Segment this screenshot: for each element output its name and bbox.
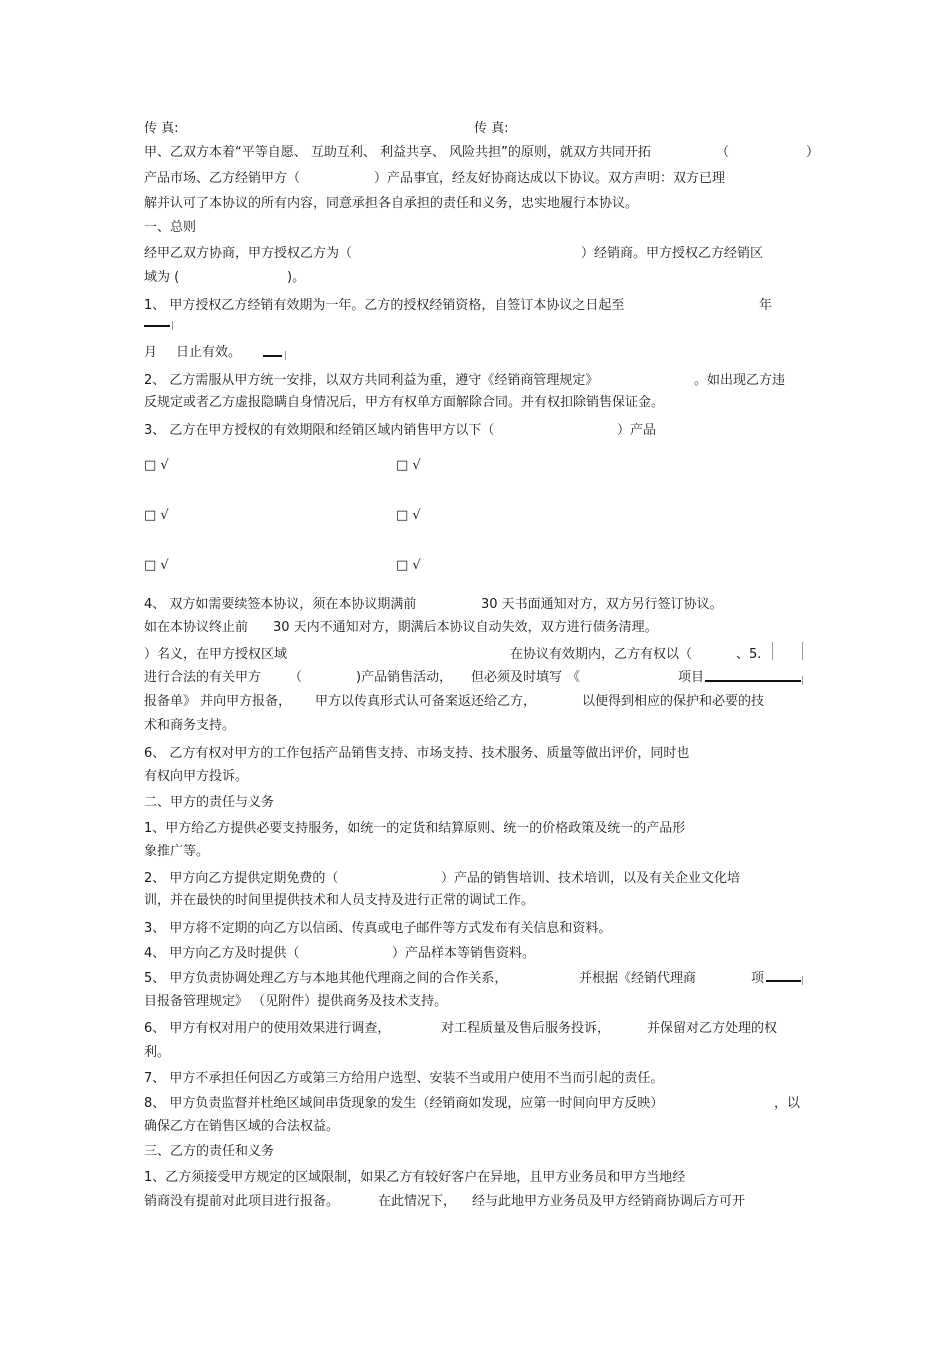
party-a-clause-6: 利。	[144, 1045, 171, 1060]
intro-bracket-open: （	[716, 145, 730, 160]
clause-1-marker	[172, 321, 173, 330]
party-a-clause-2: 训，并在最快的时间里提供技术和人员支持及进行正常的调试工作。	[144, 893, 535, 908]
party-a-clause-5: 并根据《经销代理商	[579, 971, 697, 986]
product-checkbox[interactable]: □ √	[396, 508, 421, 523]
clause-4: 如在本协议终止前	[144, 620, 249, 635]
clause-1-month: 月	[144, 345, 158, 360]
clause-3: ）产品	[617, 423, 657, 438]
clause-1-underline	[263, 355, 282, 357]
clause-4: 30 天书面通知对方，双方另行签订协议。	[481, 597, 723, 612]
product-checkbox[interactable]: □ √	[144, 458, 169, 473]
party-a-clause-5-underline	[766, 980, 801, 982]
clause-5-marker	[802, 642, 803, 660]
party-a-clause-1: 1、甲方给乙方提供必要支持服务，如统一的定货和结算原则、统一的价格政策及统一的产品形	[144, 821, 686, 836]
fax-label-left: 传 真:	[144, 121, 179, 136]
clause-2: 。如出现乙方违	[694, 373, 786, 388]
clause-6: 有权向甲方投诉。	[144, 769, 249, 784]
clause-5: 进行合法的有关甲方	[144, 670, 262, 685]
clause-2: 反规定或者乙方虚报隐瞒自身情况后，甲方有权单方面解除合同。并有权扣除销售保证金。	[144, 395, 665, 410]
party-a-clause-5: 5、 甲方负责协调处理乙方与本地其他代理商之间的合作关系，	[144, 971, 508, 986]
clause-5: ）名义，在甲方授权区域	[144, 647, 288, 662]
general-line: 域为 (	[144, 270, 180, 285]
clause-5-marker	[802, 676, 803, 685]
party-a-clause-5-marker	[802, 976, 803, 985]
party-a-clause-7: 7、 甲方不承担任何因乙方或第三方给用户选型、安装不当或用户使用不当而引起的责任。	[144, 1071, 664, 1086]
clause-5: 报备单》 并向甲方报备，	[144, 694, 292, 709]
clause-1-underline	[144, 325, 170, 327]
clause-1-marker	[285, 351, 286, 360]
party-b-clause-1: 在此情况下，	[378, 1194, 457, 1209]
party-a-clause-1: 象推广等。	[144, 844, 210, 859]
product-checkbox[interactable]: □ √	[144, 558, 169, 573]
clause-5-number: 、5.	[736, 647, 762, 662]
intro-line: ）产品事宜，经友好协商达成以下协议。双方声明：双方已理	[374, 171, 726, 186]
clause-5: 在协议有效期内，乙方有权以（	[510, 647, 693, 662]
clause-5: 术和商务支持。	[144, 718, 236, 733]
party-a-clause-5: 目报备管理规定》 （见附件）提供商务及技术支持。	[144, 994, 448, 1009]
party-a-clause-4: ）产品样本等销售资料。	[392, 946, 536, 961]
intro-bracket-close: ）	[806, 145, 820, 160]
party-a-clause-5: 项	[751, 971, 765, 986]
clause-4: 30 天内不通知对方，期满后本协议自动失效，双方进行债务清理。	[273, 620, 658, 635]
party-a-clause-2: ）产品的销售培训、技术培训，以及有关企业文化培	[441, 871, 741, 886]
product-checkbox[interactable]: □ √	[396, 458, 421, 473]
intro-line: 产品市场、乙方经销甲方（	[144, 171, 301, 186]
party-a-clause-8: ，以	[774, 1096, 801, 1111]
clause-5: )产品销售活动，	[356, 670, 453, 685]
section-heading: 一、总则	[144, 220, 197, 235]
clause-5: 以便得到相应的保护和必要的技	[582, 694, 765, 709]
party-a-clause-8: 确保乙方在销售区域的合法权益。	[144, 1119, 340, 1134]
clause-5: 《	[567, 670, 581, 685]
clause-5: （	[289, 670, 303, 685]
clause-3: 3、 乙方在甲方授权的有效期限和经销区域内销售甲方以下（	[144, 423, 495, 438]
intro-line: 解并认可了本协议的所有内容，同意承担各自承担的责任和义务，忠实地履行本协议。	[144, 196, 639, 211]
clause-5-marker	[772, 642, 773, 660]
party-a-clause-2: 2、 甲方向乙方提供定期免费的（	[144, 871, 339, 886]
fax-label-right: 传 真:	[474, 121, 509, 136]
clause-1-year: 年	[759, 298, 773, 313]
clause-1: 1、 甲方授权乙方经销有效期为一年。乙方的授权经销资格，自签订本协议之日起至	[144, 298, 625, 313]
party-a-clause-3: 3、 甲方将不定期的向乙方以信函、传真或电子邮件等方式发布有关信息和资料。	[144, 921, 612, 936]
party-b-clause-1: 1、乙方须接受甲方规定的区域限制，如果乙方有较好客户在异地，且甲方业务员和甲方当地经	[144, 1170, 686, 1185]
party-a-clause-4: 4、 甲方向乙方及时提供（	[144, 946, 300, 961]
clause-6: 6、 乙方有权对甲方的工作包括产品销售支持、市场支持、技术服务、质量等做出评价，同时也	[144, 746, 690, 761]
general-line: ）经销商。甲方授权乙方经销区	[581, 246, 764, 261]
product-checkbox[interactable]: □ √	[396, 558, 421, 573]
general-line: 经甲乙双方协商，甲方授权乙方为（	[144, 246, 353, 261]
party-a-clause-8: 8、 甲方负责监督并杜绝区域间串货现象的发生（经销商如发现，应第一时间向甲方反映）	[144, 1096, 664, 1111]
clause-2: 2、 乙方需服从甲方统一安排，以双方共同利益为重，遵守《经销商管理规定》	[144, 373, 599, 388]
intro-line: 甲、乙双方本着“平等自愿、 互助互利、 利益共享、 风险共担”的原则，就双方共同开拓	[144, 145, 651, 160]
section-heading: 二、甲方的责任与义务	[144, 795, 275, 810]
general-line: )。	[287, 270, 306, 285]
clause-5: 项目	[678, 670, 705, 685]
party-b-clause-1: 销商没有提前对此项目进行报备。	[144, 1194, 340, 1209]
section-heading: 三、乙方的责任和义务	[144, 1144, 275, 1159]
clause-5: 但必须及时填写	[471, 670, 563, 685]
clause-1-day: 日止有效。	[176, 345, 242, 360]
party-b-clause-1: 经与此地甲方业务员及甲方经销商协调后方可开	[472, 1194, 746, 1209]
party-a-clause-6: 6、 甲方有权对用户的使用效果进行调查，	[144, 1021, 391, 1036]
clause-5: 甲方以传真形式认可备案返还给乙方，	[315, 694, 537, 709]
party-a-clause-6: 并保留对乙方处理的权	[647, 1021, 778, 1036]
clause-5-underline	[705, 680, 801, 682]
party-a-clause-6: 对工程质量及售后服务投诉，	[441, 1021, 611, 1036]
product-checkbox[interactable]: □ √	[144, 508, 169, 523]
clause-4: 4、 双方如需要续签本协议，须在本协议期满前	[144, 597, 417, 612]
